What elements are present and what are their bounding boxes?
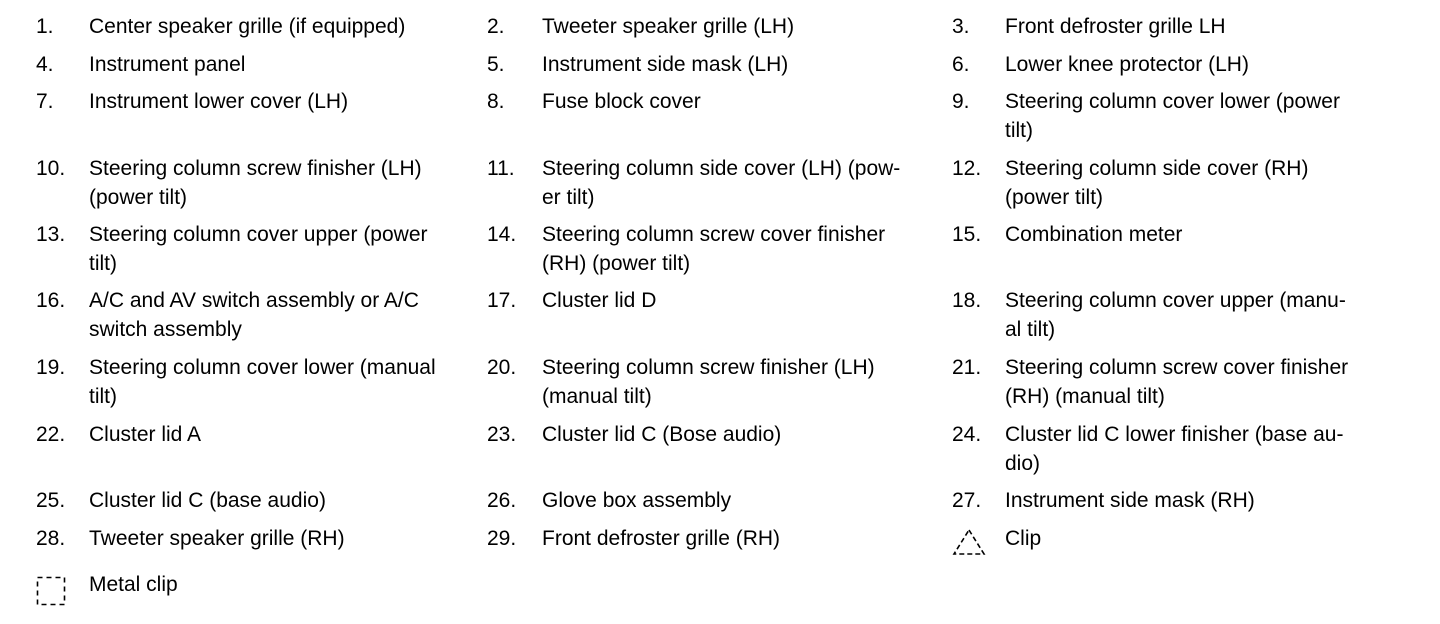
item-number: 11. — [487, 157, 515, 180]
item-number: 10. — [36, 157, 66, 180]
item-text: Steering column screw finisher (LH) (manual tilt) — [542, 356, 875, 408]
item-text: Instrument panel — [89, 53, 246, 76]
item-number: 26. — [487, 489, 517, 512]
clip-label: Clip — [1005, 527, 1042, 550]
item-number: 13. — [36, 223, 66, 246]
item-text: Lower knee protector (LH) — [1005, 53, 1249, 76]
item-number: 20. — [487, 356, 517, 379]
item-number: 12. — [952, 157, 982, 180]
item-number: 6. — [952, 53, 970, 76]
item-text: Cluster lid D — [542, 289, 657, 312]
metal-clip-label: Metal clip — [89, 573, 178, 596]
item-text: Steering column cover lower (manual tilt) — [89, 356, 436, 408]
item-text: Combination meter — [1005, 223, 1183, 246]
item-number: 2. — [487, 15, 505, 38]
item-number: 14. — [487, 223, 517, 246]
item-number: 28. — [36, 527, 66, 550]
item-number: 18. — [952, 289, 982, 312]
item-number: 19. — [36, 356, 66, 379]
item-number: 3. — [952, 15, 970, 38]
item-text: Steering column screw cover finisher (RH) (power tilt) — [542, 223, 886, 275]
item-text: Front defroster grille LH — [1005, 15, 1226, 38]
item-text: Steering column cover upper (power tilt) — [89, 223, 428, 275]
item-text: Instrument side mask (RH) — [1005, 489, 1255, 512]
item-text: Instrument lower cover (LH) — [89, 90, 349, 113]
item-text: A/C and AV switch assembly or A/C switch assembly — [89, 289, 419, 341]
item-text: Steering column side cover (RH) (power tilt) — [1005, 157, 1309, 209]
item-number: 4. — [36, 53, 54, 76]
dashed-triangle-icon — [952, 528, 986, 556]
item-text: Tweeter speaker grille (LH) — [542, 15, 795, 38]
item-number: 17. — [487, 289, 517, 312]
item-text: Cluster lid C (base audio) — [89, 489, 326, 512]
item-number: 24. — [952, 423, 982, 446]
item-number: 22. — [36, 423, 66, 446]
item-text: Steering column cover lower (power tilt) — [1005, 90, 1340, 142]
dashed-square-icon — [36, 576, 66, 606]
item-text: Center speaker grille (if equipped) — [89, 15, 406, 38]
item-text: Cluster lid C (Bose audio) — [542, 423, 782, 446]
item-text: Glove box assembly — [542, 489, 732, 512]
item-text: Steering column side cover (LH) (pow- er tilt) — [542, 157, 901, 209]
item-text: Steering column screw cover finisher (RH) (manual tilt) — [1005, 356, 1349, 408]
item-text: Tweeter speaker grille (RH) — [89, 527, 345, 550]
item-number: 25. — [36, 489, 66, 512]
item-text: Cluster lid C lower finisher (base au- dio) — [1005, 423, 1344, 475]
item-number: 9. — [952, 90, 970, 113]
item-text: Instrument side mask (LH) — [542, 53, 789, 76]
item-number: 7. — [36, 90, 54, 113]
item-number: 29. — [487, 527, 517, 550]
item-number: 21. — [952, 356, 982, 379]
item-number: 1. — [36, 15, 54, 38]
item-number: 16. — [36, 289, 66, 312]
item-number: 15. — [952, 223, 982, 246]
item-text: Steering column screw finisher (LH) (power tilt) — [89, 157, 422, 209]
item-text: Front defroster grille (RH) — [542, 527, 781, 550]
item-number: 8. — [487, 90, 505, 113]
item-text: Cluster lid A — [89, 423, 202, 446]
item-number: 23. — [487, 423, 517, 446]
item-number: 27. — [952, 489, 982, 512]
item-number: 5. — [487, 53, 505, 76]
item-text: Fuse block cover — [542, 90, 701, 113]
item-text: Steering column cover upper (manu- al tilt) — [1005, 289, 1346, 341]
